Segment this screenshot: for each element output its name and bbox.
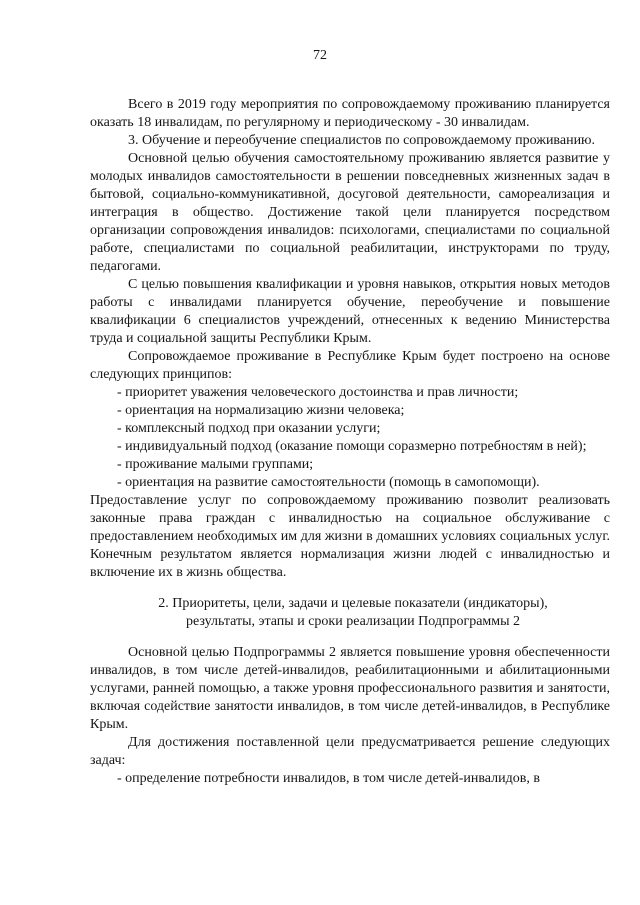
list-item: - ориентация на развитие самостоятельности (помощь в самопомощи). (117, 475, 540, 490)
paragraph: Всего в 2019 году мероприятия по сопровождаемому проживанию планируется оказать 18 инвалидам, по регулярному и периодическому - 30 инвалидам. (90, 97, 610, 130)
paragraph: 3. Обучение и переобучение специалистов по сопровождаемому проживанию. (128, 133, 596, 148)
paragraph: Основной целью обучения самостоятельному проживанию является развитие у молодых инвалидов самостоятельности в решении повседневных жизненных задач в бытовой, социально-коммуникативной, досуговой деятельности, самореализация и интеграция в общество. Достижение такой цели планируется посредством организации сопровождения инвалидов: психологами, специалистами по социальной работе, специалистами по социальной реабилитации, инструкторами по труду, педагогами. (90, 151, 610, 274)
body-text (90, 96, 610, 788)
list-item: - проживание малыми группами; (117, 457, 314, 472)
paragraph: С целью повышения квалификации и уровня навыков, открытия новых методов работы с инвалидами планируется обучение, переобучение и повышение квалификации 6 специалистов учреждений, отнесенных к ведению Министерства труда и социальной защиты Республики Крым. (90, 277, 610, 346)
section-heading-line: результаты, этапы и сроки реализации Подпрограммы 2 (185, 614, 521, 629)
section-heading-line: 2. Приоритеты, цели, задачи и целевые показатели (индикаторы), (158, 596, 548, 611)
list-item: - ориентация на нормализацию жизни человека; (117, 403, 405, 418)
paragraph: Для достижения поставленной цели предусматривается решение следующих задач: (90, 735, 610, 768)
list-item: - комплексный подход при оказании услуги; (117, 421, 381, 436)
list-item: - индивидуальный подход (оказание помощи соразмерно потребностям в ней); (117, 439, 587, 454)
section-heading (90, 595, 610, 631)
conclusion-paragraph: Предоставление услуг по сопровождаемому проживанию позволит реализовать законные права граждан с инвалидностью на социальное обслуживание с предоставлением необходимых им для жизни в домашних условиях социальных услуг. Конечным результатом является нормализация жизни людей с инвалидностью и включение их в жизнь общества. (90, 493, 610, 580)
paragraph: Основной целью Подпрограммы 2 является повышение уровня обеспеченности инвалидов, в том числе детей-инвалидов, реабилитационными и абилитационными услугами, ранней помощью, а также уровня профессионального развития и занятости, включая содействие занятости инвалидов, в том числе детей-инвалидов, в Республике Крым. (90, 645, 610, 732)
page-number: 72 (313, 48, 327, 63)
principles-list (90, 384, 610, 492)
paragraph: Сопровождаемое проживание в Республике Крым будет построено на основе следующих принципов: (90, 349, 610, 382)
list-item: - приоритет уважения человеческого достоинства и прав личности; (117, 385, 519, 400)
tasks-list (90, 770, 610, 788)
list-item: - определение потребности инвалидов, в том числе детей-инвалидов, в (117, 771, 540, 786)
